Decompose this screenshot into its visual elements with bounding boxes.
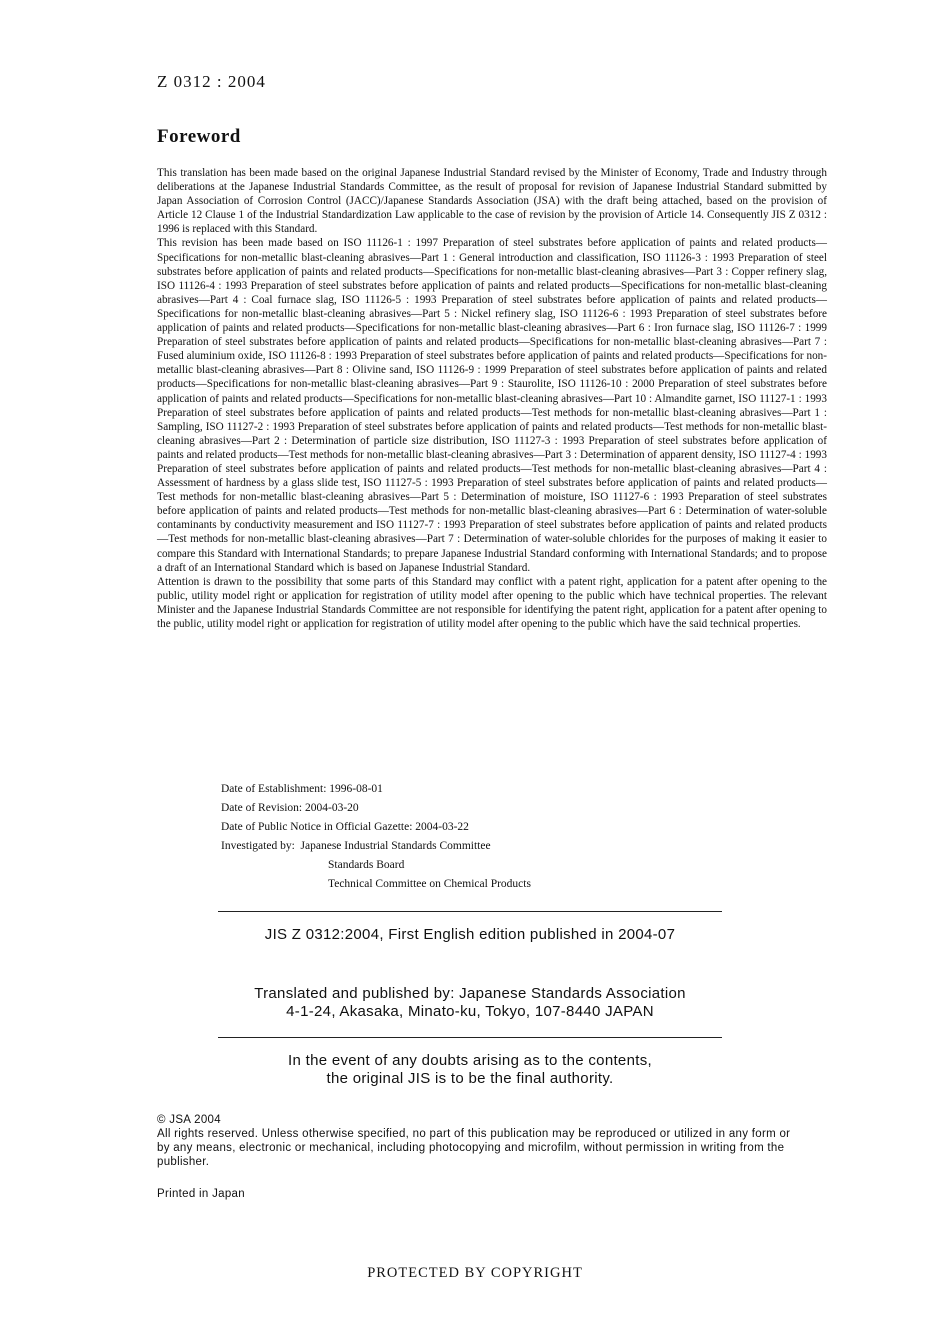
date-of-public-notice: Date of Public Notice in Official Gazette: 2004-03-22: [221, 821, 469, 833]
publisher-line-1: Translated and published by: Japanese Standards Association: [254, 985, 686, 1002]
investigated-by: [221, 837, 531, 856]
paragraph-translation-note: This translation has been made based on the original Japanese Industrial Standard revised by the Minister of Economy, Trade and Industry through deliberations at the Japanese Industrial Standards Committee, as the result of proposal for revision of Japanese Industrial Standard submitted by Japan Association of Corrosion Control (JACC)/Japanese Standards Association (JSA) with the draft being attached, based on the provision of Article 12 Clause 1 of the Industrial Standardization Law applicable to the case of revision by the provision of Article 14. Consequently JIS Z 0312 : 1996 is replaced with this Standard.: [157, 167, 827, 236]
copyright-footer: PROTECTED BY COPYRIGHT: [367, 1265, 583, 1281]
divider-top: [218, 911, 722, 912]
investigated-by-line-2: Standards Board: [328, 859, 405, 871]
copyright-block: [157, 1113, 797, 1169]
date-of-revision: Date of Revision: 2004-03-20: [221, 802, 359, 814]
divider-bottom: [218, 1037, 722, 1038]
page-title: Foreword: [157, 126, 241, 147]
foreword-body: [157, 166, 827, 631]
standard-number: Z 0312 : 2004: [157, 72, 266, 91]
paragraph-patent-notice: Attention is drawn to the possibility that some parts of this Standard may conflict with a patent right, application for a patent after opening to the public, utility model right or application for registration of utility model after opening to the public which have technical properties. The relevant Minister and the Japanese Industrial Standards Committee are not responsible for identifying the patent right, application for a patent after opening to the public, utility model right or application for registration of utility model after opening to the public which have the said technical properties.: [157, 575, 827, 630]
investigated-by-line-3: Technical Committee on Chemical Products: [328, 878, 531, 890]
copyright-notice: © JSA 2004: [157, 1114, 221, 1126]
date-of-establishment: Date of Establishment: 1996-08-01: [221, 783, 383, 795]
publisher-address: 4-1-24, Akasaka, Minato-ku, Tokyo, 107-8440 JAPAN: [286, 1003, 654, 1020]
paragraph-revision-basis: This revision has been made based on ISO 11126-1 : 1997 Preparation of steel substrates before application of paints and related products—Specifications for non-metallic blast-cleaning abrasives—Part 1 : General introduction and classification, ISO 11126-3 : 1993 Preparation of steel substrates before application of paints and related products—Specifications for non-metallic blast-cleaning abrasives—Part 3 : Copper refinery slag, ISO 11126-4 : 1993 Preparation of steel substrates before application of paints and related products—Specifications for non-metallic blast-cleaning abrasives—Part 4 : Coal furnace slag, ISO 11126-5 : 1993 Preparation of steel substrates before application of paints and related products—Specifications for non-metallic blast-cleaning abrasives—Part 5 : Nickel refinery slag, ISO 11126-6 : 1993 Preparation of steel substrates before application of paints and related products—Specifications for non-metallic blast-cleaning abrasives—Part 6 : Iron furnace slag, ISO 11126-7 : 1999 Preparation of steel substrates before application of paints and related products—Specifications for non-metallic blast-cleaning abrasives—Part 7 : Fused aluminium oxide, ISO 11126-8 : 1993 Preparation of steel substrates before application of paints and related products—Specifications for non-metallic blast-cleaning abrasives—Part 8 : Olivine sand, ISO 11126-9 : 1999 Preparation of steel substrates before application of paints and related products—Specifications for non-metallic blast-cleaning abrasives—Part 9 : Staurolite, ISO 11126-10 : 2000 Preparation of steel substrates before application of paints and related products—Specifications for non-metallic blast-cleaning abrasives—Part 10 : Almandite garnet, ISO 11127-1 : 1993 Preparation of steel substrates before application of paints and related products—Test methods for non-metallic blast-cleaning abrasives—Part 1 : Sampling, ISO 11127-2 : 1993 Preparation of steel substrates before application of paints and related products—Test methods for non-metallic blast-cleaning abrasives—Part 2 : Determination of particle size distribution, ISO 11127-3 : 1993 Preparation of steel substrates before application of paints and related products—Test methods for non-metallic blast-cleaning abrasives—Part 3 : Determination of apparent density, ISO 11127-4 : 1993 Preparation of steel substrates before application of paints and related products—Test methods for non-metallic blast-cleaning abrasives—Part 4 : Assessment of hardness by a glass slide test, ISO 11127-5 : 1993 Preparation of steel substrates before application of paints and related products—Test methods for non-metallic blast-cleaning abrasives—Part 5 : Determination of moisture, ISO 11127-6 : 1993 Preparation of steel substrates before application of paints and related products—Test methods for non-metallic blast-cleaning abrasives—Part 6 : Determination of water-soluble contaminants by conductivity measurement and ISO 11127-7 : 1993 Preparation of steel substrates before application of paints and related products—Test methods for non-metallic blast-cleaning abrasives—Part 7 : Determination of water-soluble chlorides for the purposes of making it easier to compare this Standard with International Standards; to prepare Japanese Industrial Standard conforming with International Standards; and to propose a draft of an International Standard which is based on Japanese Industrial Standard.: [157, 237, 827, 574]
investigated-by-label: Investigated by:: [221, 840, 301, 852]
rights-reserved: All rights reserved. Unless otherwise specified, no part of this publication may be reproduced or utilized in any form or by any means, electronic or mechanical, including photocopying and microfilm, without permission in writing from the publisher.: [157, 1128, 791, 1168]
authority-line-2: the original JIS is to be the final authority.: [326, 1070, 614, 1087]
investigated-by-line-1: Japanese Industrial Standards Committee: [300, 840, 491, 852]
authority-line-1: In the event of any doubts arising as to the contents,: [288, 1052, 652, 1069]
dates-block: [221, 780, 531, 894]
printed-in: Printed in Japan: [157, 1188, 245, 1200]
edition-note: JIS Z 0312:2004, First English edition published in 2004-07: [264, 926, 676, 943]
